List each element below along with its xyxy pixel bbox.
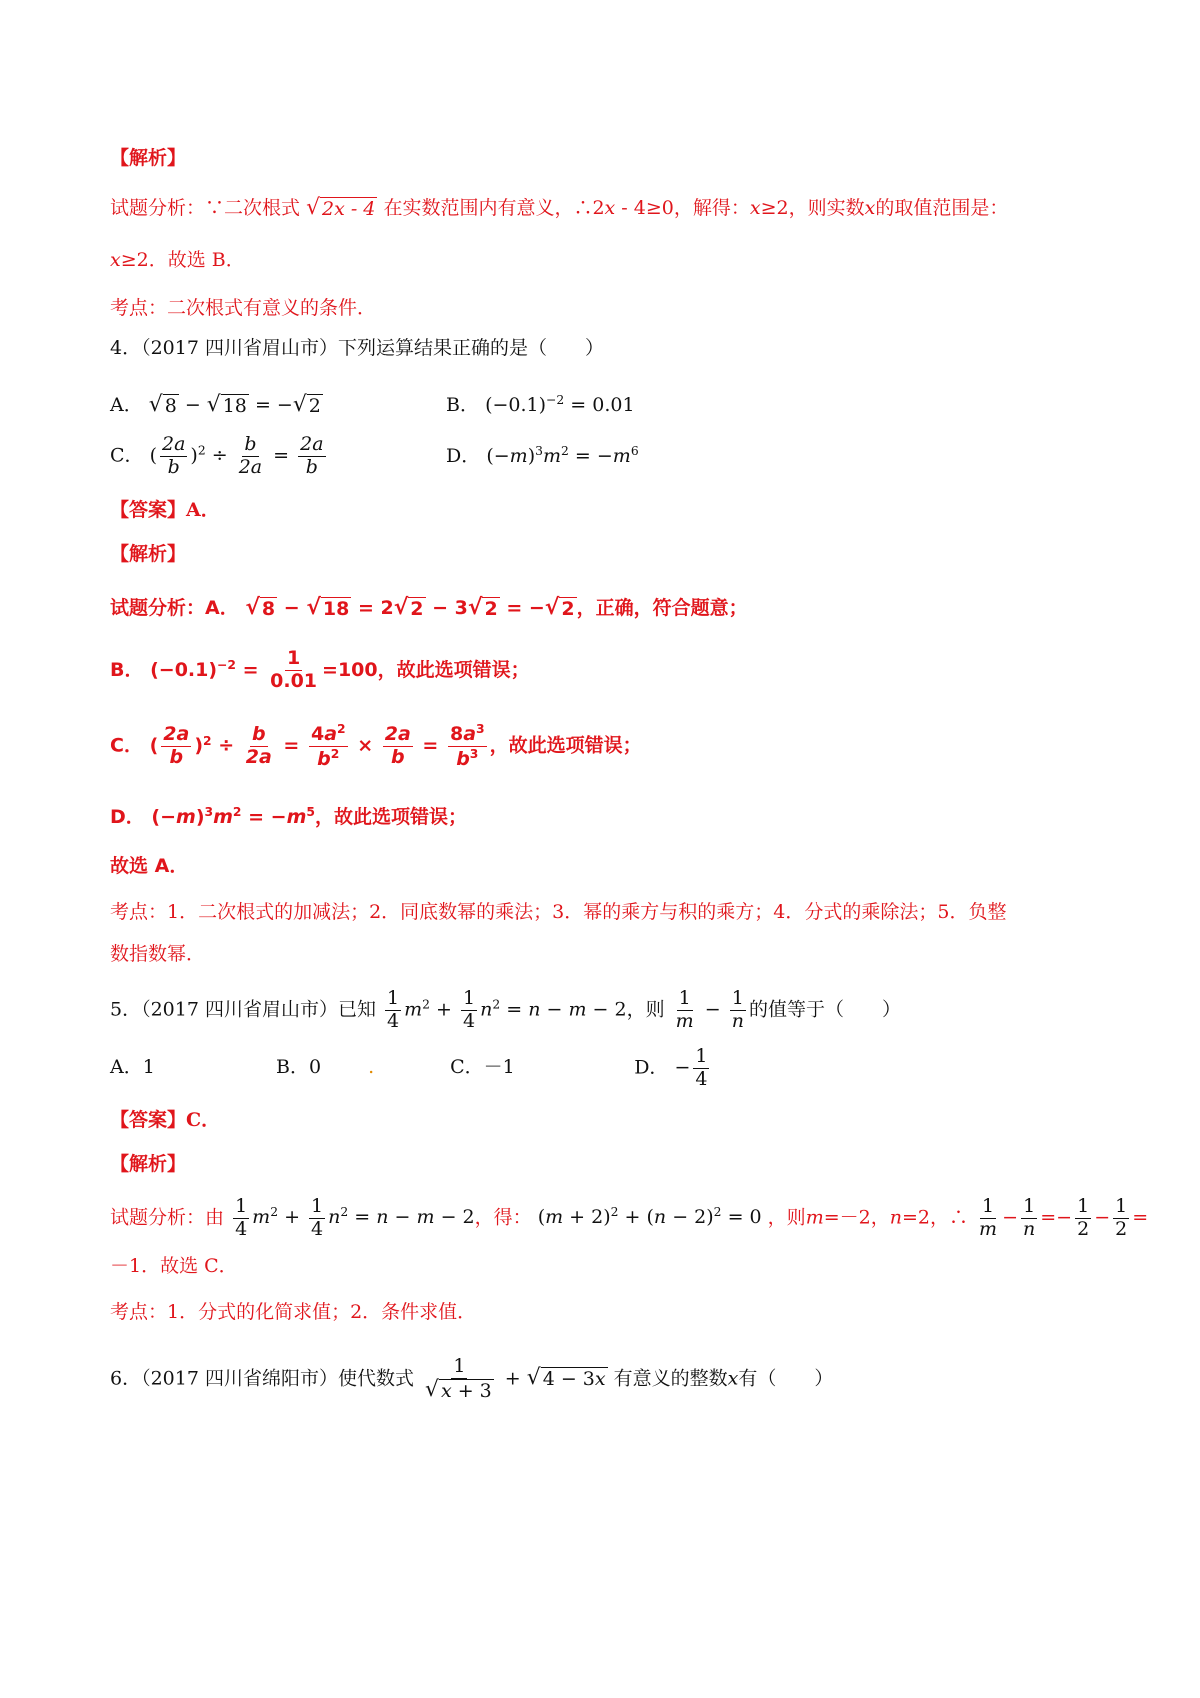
- q4-conclusion: 故选 A．: [110, 855, 189, 877]
- q4-kaodian-line1: 考点：1．二次根式的加减法；2．同底数幂的乘法；3．幂的乘方与积的乘方；4．分式的乘除法；5．负整: [110, 901, 1007, 923]
- q5-option-c: C．－1: [450, 1056, 515, 1079]
- q5-kaodian: 考点：1．分式的化简求值；2．条件求值．: [110, 1301, 477, 1323]
- q3-kaodian: 考点：二次根式有意义的条件．: [110, 297, 377, 319]
- analysis-heading-q4: 【解析】: [110, 543, 187, 565]
- q3-analysis-line1: 试题分析：∵二次根式 √ 2x - 4 在实数范围内有意义，∴2x - 4≥0，解得：x≥2，则实数x的取值范围是：: [110, 195, 1009, 221]
- q4-analysis-d: D． $(-m)^3m^2 = -m^5$，故此选项错误；: [110, 805, 467, 828]
- q4-analysis-c: C． ( $\frac{2a}{b}$ )$^2$ ÷ $\frac{b}{2a}$ = $\frac{4a^2}{b^2}$ × $\frac{2a}{b}$ = $\frac{8a^3}{b^3}$ ，故此选项错误；: [110, 722, 642, 770]
- q6-stem: 6．（2017 四川省绵阳市）使代数式 1 √ x + 3 + √ 4 − 3x 有意义的整数x有（ ）: [110, 1355, 834, 1402]
- q4-analysis-b: B． $(-0.1)^{-2}$ = $\frac{1}{0.01}$ =100，故此选项错误；: [110, 647, 530, 692]
- q4-options-ab: [110, 386, 635, 419]
- q5-option-a: A．1: [110, 1056, 155, 1079]
- q4-option-c: C． ( $\frac{2a}{b}$ )$^2$ ÷ $\frac{b}{2a}$ = $\frac{2a}{b}$: [110, 433, 324, 478]
- q5-analysis-line1: 试题分析：由 $\frac{1}{4}$ $m^2$ + $\frac{1}{4}$ $n^2 = n - m - 2$，得： $(m + 2)^2 + (n - 2)^2 = 0$ ，则m=－2，n=2，∴ $\frac{1}{m}$ − $\frac{1}{n}$ =− $\frac{1}{2}$ − $\frac{1}{2}$ =: [110, 1195, 1149, 1240]
- q5-analysis-line2: －1．故选 C．: [110, 1255, 238, 1277]
- q5-options: [110, 1046, 712, 1091]
- q5-stray-dot: .: [368, 1056, 375, 1079]
- q5-answer: 【答案】C．: [110, 1109, 221, 1131]
- q4-analysis-a: 试题分析：A． √ 8 − √ 18 = 2 √ 2 − 3 √ 2 = − √ 2 ，正确，符合题意；: [110, 594, 748, 620]
- q4-option-b: B． $(-0.1)^{-2} = 0.01$: [446, 393, 635, 416]
- sqrt-expression: √ 2x - 4: [306, 195, 376, 221]
- q3-analysis-line2: x≥2．故选 B．: [110, 249, 245, 271]
- analysis-heading-q5: 【解析】: [110, 1153, 187, 1175]
- q5-stem: 5．（2017 四川省眉山市）已知 $\frac{1}{4}$ $m^2$ + $\frac{1}{4}$ $n^2 = n - m - 2$，则 $\frac{1}{m}$ − $\frac{1}{n}$ 的值等于（ ）: [110, 987, 901, 1032]
- q4-option-d: D． $(-m)^3m^2 = -m^6$: [446, 443, 639, 467]
- q4-stem: 4．（2017 四川省眉山市）下列运算结果正确的是（ ）: [110, 337, 604, 359]
- analysis-heading-q3: 【解析】: [110, 147, 187, 169]
- q4-options-cd: [110, 434, 639, 479]
- q4-answer: 【答案】A．: [110, 499, 220, 521]
- q4-kaodian-line2: 数指数幂．: [110, 943, 206, 965]
- q5-option-b: B．0: [276, 1056, 322, 1079]
- q4-option-a: A． √ 8 − √ 18 = − √ 2: [110, 391, 321, 417]
- q5-option-d: D． − $\frac{1}{4}$: [634, 1045, 708, 1090]
